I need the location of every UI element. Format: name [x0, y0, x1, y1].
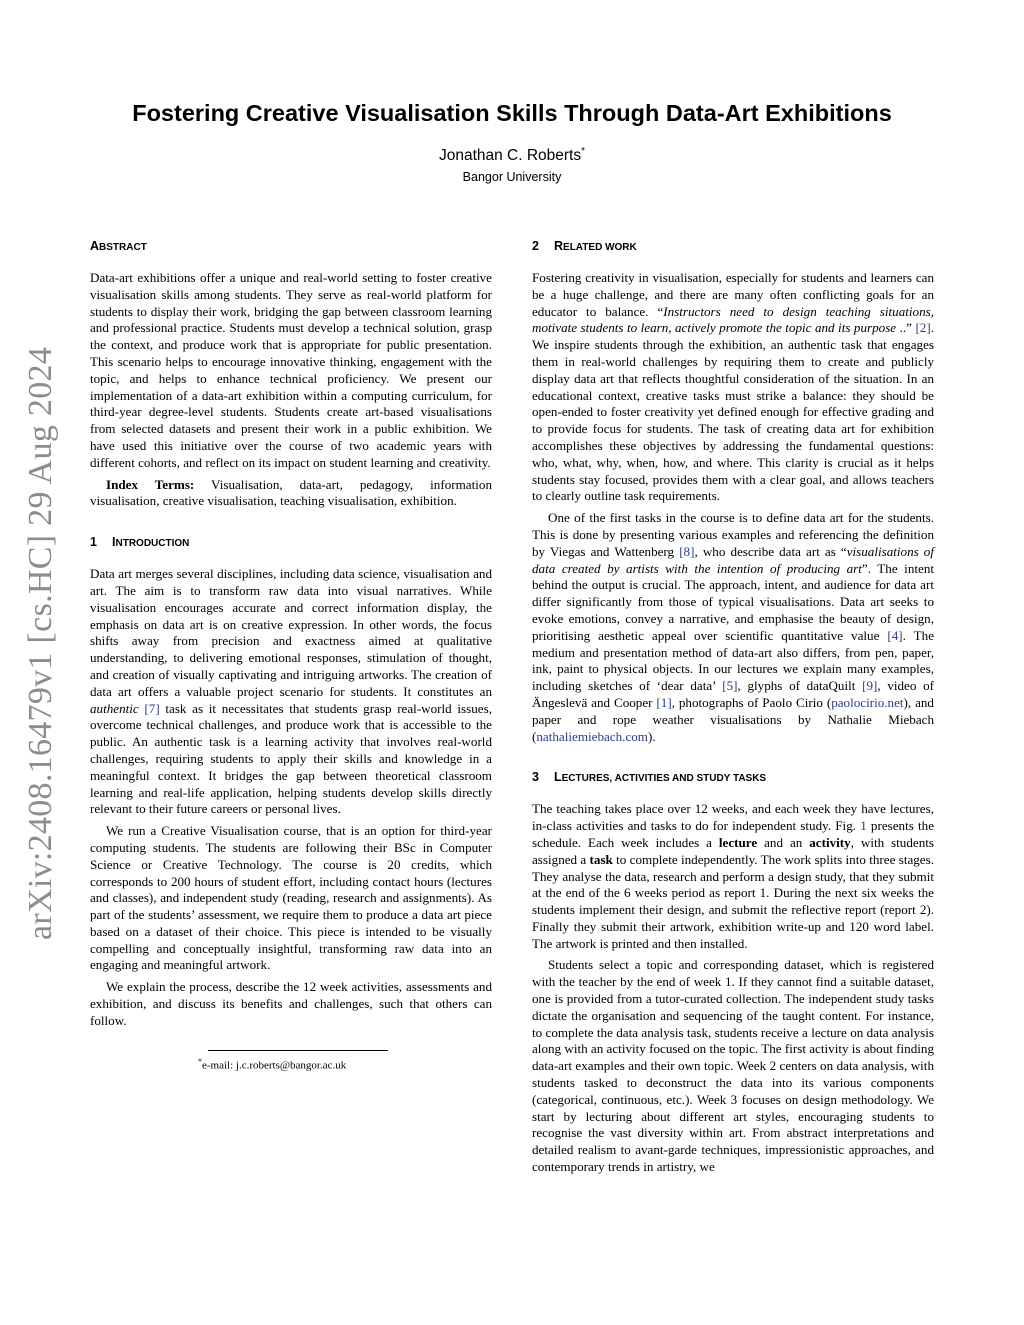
- figure-reference-link[interactable]: 1: [860, 818, 867, 834]
- right-column: [532, 238, 934, 1176]
- intro-paragraph-1: Data art merges several disciplines, including data science, visualisation and art. The aim is to transform raw data into visual narratives. While visualisation encourages accurate and correct information display, the emphasis on data art is on creative expression. In other words, the focus shifts away from precision and exactness aimed at qualitative understanding, to delivering emotional responses, stimulation of thought, and creation of visually captivating and intriguing artworks. The creation of data art offers a valuable project scenario for students. It constitutes an authentic [7] task as it necessitates that students grasp real-world issues, overcome technical challenges, and produce work that is accessible to the public. An authentic task is a learning activity that involves real-world challenges, requiring students to apply their skills and knowledge in a meaningful context. It bridges the gap between theoretical classroom learning and real-life application, helping students develop skills directly relevant to their future careers or personal lives.: [90, 566, 492, 817]
- footnote-divider: [208, 1050, 388, 1051]
- paper-title: Fostering Creative Visualisation Skills Through Data-Art Exhibitions: [132, 100, 892, 126]
- intro-heading: 1 INTRODUCTION: [90, 535, 190, 550]
- author-footnote-mark[interactable]: *: [581, 146, 586, 157]
- citation-link[interactable]: [4]: [887, 627, 903, 643]
- nathaliemiebach-link[interactable]: nathaliemiebach.com: [536, 728, 648, 744]
- abstract-text: Data-art exhibitions offer a unique and real-world setting to foster creative visualisation skills among students. They serve as real-world platform for students to display their work, bridging the gap between classroom learning and professional practice. Students must develop a technical solution, grasp the context, and produce work that is appropriate for public presentation. This scenario helps to encourage innovative thinking, engagement with the topic, and helps to enhance technical proficiency. We present our implementation of a data-art exhibition within a computing curriculum, for third-year degree-level students. Students create art-based visualisations from selected datasets and present their work in a public exhibition. We have used this initiative over the course of two academic years with different cohorts, and reflect on its impact on student learning and creativity.: [90, 270, 492, 470]
- lectures-heading: 3 LECTURES, ACTIVITIES AND STUDY TASKS: [532, 770, 767, 785]
- lectures-paragraph-2: Students select a topic and corresponding dataset, which is registered with the teacher by the end of week 1. If they cannot find a suitable dataset, one is provided from a tutor-curated collection. The independent study tasks dictate the organisation and sequencing of the taught content. For instance, to complete the data analysis task, students receive a lecture on data analysis along with an activity focused on the topic. The first activity is about finding data-art examples and their own topic. Week 2 centers on data analysis, with students tasked to deconstruct the data into its various components (categorical, continuous, etc.). Week 3 focuses on design methodology. We start by lecturing about different art styles, encouraging students to recognise the vast diversity within art. From abstract interpretations and detailed realism to avant-garde techniques, impressionistic approaches, and contemporary trends in artistry, we: [532, 957, 934, 1175]
- related-paragraph-2: One of the first tasks in the course is to define data art for the students. This is done by presenting various examples and referencing the definition by Viegas and Wattenberg [8], who describe data art as “visualisations of data created by artists with the intention of producing art”. The intent behind the output is crucial. The approach, intent, and audience for data art differ significantly from those of typical visualisations. Data art seeks to evoke emotions, convey a narrative, and emphasise the beauty of design, prioritising aesthetic appeal over scientific quantitative value [4]. The medium and presentation method of data-art also differs, from pen, paper, ink, paint to physical objects. In our lectures we explain many examples, including sketches of ‘dear data’ [5], glyphs of dataQuilt [9], video of Ängeslevä and Cooper [1], photographs of Paolo Cirio (paolocirio.net), and paper and rope weather visualisations by Nathalie Miebach (nathaliemiebach.com).: [532, 510, 935, 744]
- index-terms: Index Terms: Visualisation, data-art, pedagogy, information visualisation, creative visualisation, teaching visualisation, exhibition.: [90, 476, 492, 509]
- intro-paragraph-2: We run a Creative Visualisation course, that is an option for third-year computing students. The students are following their BSc in Computer Science or Creative Technology. The course is 20 credits, which corresponds to 200 hours of student effort, including contact hours (lectures and classes), and independent study (reading, research and assignments). As part of the students’ assessment, we require them to produce a data art piece based on a dataset of their choice. This piece is intended to be visually compelling and conceptually insightful, transforming raw data into an engaging and meaningful artwork.: [90, 823, 492, 973]
- affiliation: Bangor University: [462, 170, 562, 184]
- citation-link[interactable]: [1]: [656, 694, 672, 710]
- intro-paragraph-3: We explain the process, describe the 12 week activities, assessments and exhibition, and discuss its benefits and challenges, such that others can follow.: [90, 979, 492, 1028]
- abstract-heading: ABSTRACT: [90, 239, 147, 253]
- related-paragraph-1: Fostering creativity in visualisation, especially for students and learners can be a huge challenge, and there are many often conflicting goals for an educator to balance. “Instructors need to design teaching situations, motivate students to learn, actively promote the topic and its purpose ..” [2]. We inspire students through the exhibition, an authentic task that engages them in real-world challenges by requiring them to create and publicly display data art that reflects thoughtful consideration of the situation. In an educational context, creative tasks must strike a balance: they should be open-ended to foster creativity yet defined enough for effective grading and to provide focus for students. The task of creating data art for exhibition accomplishes these objectives by addressing the fundamental questions: who, what, why, when, how, and where. This clarity is crucial as it helps students stay focused, provides them with a clear goal, and allows teachers to clearly outline task requirements.: [532, 270, 934, 504]
- paolocirio-link[interactable]: paolocirio.net: [831, 694, 904, 710]
- citation-link[interactable]: [7]: [144, 700, 160, 716]
- related-work-heading: 2 RELATED WORK: [532, 239, 637, 253]
- footnote: *e-mail: j.c.roberts@bangor.ac.uk: [198, 1056, 347, 1072]
- arxiv-identifier: arXiv:2408.16479v1 [cs.HC] 29 Aug 2024: [22, 346, 59, 940]
- citation-link[interactable]: [5]: [722, 678, 738, 694]
- citation-link[interactable]: [8]: [679, 543, 695, 559]
- citation-link[interactable]: [2]: [915, 320, 931, 336]
- left-column: [90, 238, 492, 1071]
- citation-link[interactable]: [9]: [862, 678, 878, 694]
- author-name: Jonathan C. Roberts*: [438, 146, 586, 165]
- lectures-paragraph-1: The teaching takes place over 12 weeks, and each week they have lectures, in-class activities and tasks to do for independent study. Fig. 1 presents the schedule. Each week includes a lecture and an activity, with students assigned a task to complete independently. The work splits into three stages. They analyse the data, research and perform a design study, that they submit at the end of the 6 weeks period as report 1. During the next six weeks the students implement their design, and submit the reflective report (report 2). Finally they submit their artwork, exhibition write-up and 120 word label. The artwork is printed and then installed.: [532, 801, 935, 951]
